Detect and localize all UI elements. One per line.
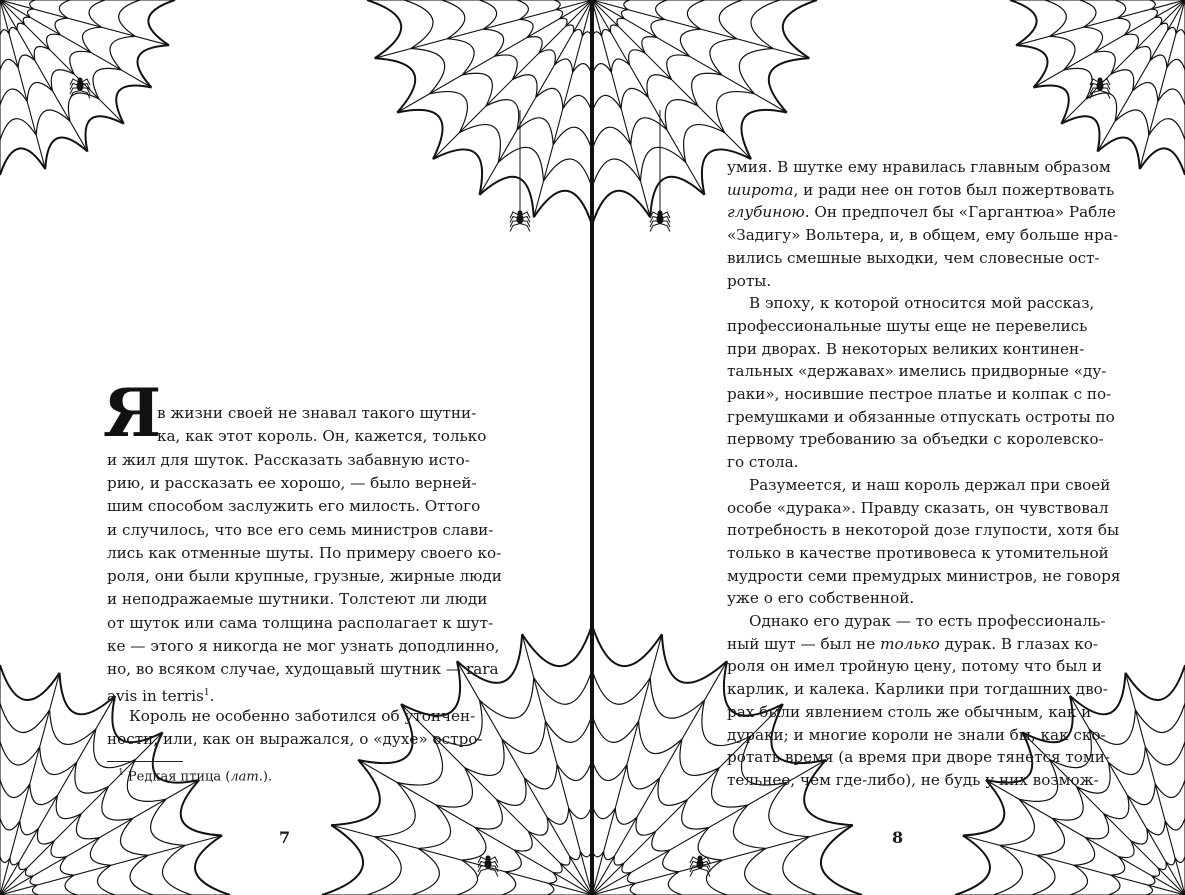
text-line [107, 729, 483, 749]
text-line [727, 202, 1116, 222]
text-line [727, 566, 1121, 586]
text-line [727, 498, 1109, 518]
text-line [107, 589, 488, 609]
text-line [157, 403, 477, 423]
text-line [727, 747, 1110, 767]
text-line [107, 659, 499, 679]
spider-web-icon [592, 825, 853, 895]
footnote-marker: 1 [203, 687, 210, 698]
text-segment: В эпоху, к которой относится мой рассказ, [749, 294, 1095, 313]
text-line [107, 496, 481, 516]
spider-web-icon [0, 0, 152, 88]
text-segment: дурак. В глазах ко- [939, 634, 1098, 653]
italic-text: только [880, 634, 940, 653]
text-segment: гремушками и обязанные отпускать остроты по [727, 407, 1115, 426]
text-line [727, 225, 1119, 245]
text-line [727, 543, 1109, 563]
text-segment: Король не особенно заботился об утончен- [129, 706, 476, 725]
text-segment: Разумеется, и наш король держал при своей [749, 475, 1111, 494]
text-line [749, 293, 1095, 313]
text-segment: лись как отменные шуты. По примеру своего ко- [107, 543, 502, 562]
text-segment: роты. [727, 271, 772, 290]
text-line [107, 543, 502, 563]
text-line [727, 248, 1100, 268]
text-segment: первому требованию за объедки с королевско- [727, 430, 1104, 449]
text-segment: дураки; и многие короли не знали бы, как ско- [727, 725, 1106, 744]
text-segment: профессиональные шуты еще не перевелись [727, 316, 1088, 335]
text-line [727, 656, 1103, 676]
text-line [727, 339, 1085, 359]
text-segment: от шуток или сама толщина располагает к шут- [107, 613, 494, 632]
spider-web-icon [0, 0, 88, 152]
text-segment: ка, как этот король. Он, кажется, только [157, 427, 487, 446]
text-line [727, 588, 1078, 608]
text-segment: потребность в некоторой дозе глупости, хотя бы [727, 521, 1120, 540]
spider-web-icon [1098, 0, 1185, 152]
text-line [157, 426, 487, 446]
spider-web-icon [963, 835, 1185, 895]
footnote: $^1$ Редкая птица (лат.). [118, 768, 273, 785]
text-line [727, 634, 1098, 654]
text-line [727, 316, 1088, 336]
text-segment: рию, и рассказать ее хорошо, — было верней- [107, 473, 477, 492]
book-spine [590, 0, 594, 895]
text-segment: но, во всяком случае, худощавый шутник — rara [107, 660, 499, 679]
spider-web-icon [522, 634, 592, 895]
text-segment: ности, или, как он выражался, о «духе» остро- [107, 730, 483, 749]
text-segment: . [209, 686, 215, 705]
text-segment: , и ради нее он готов был пожертвовать [793, 180, 1115, 199]
text-segment: рах были явлением столь же обычным, как и [727, 702, 1092, 721]
text-line [727, 520, 1120, 540]
text-segment: тальных «державах» имелись придворные «ду- [727, 362, 1107, 381]
text-segment: роля, они были крупные, грузные, жирные люди [107, 567, 502, 586]
text-segment: мудрости семи премудрых министров, не говоря [727, 566, 1121, 585]
italic-text: глубиною [727, 203, 805, 222]
spider-web-icon [0, 0, 169, 45]
text-line [749, 611, 1106, 631]
text-segment: карлик, и калека. Карлики при тогдашних дво- [727, 680, 1108, 699]
text-line [727, 725, 1106, 745]
spider-web-icon [1033, 0, 1185, 88]
text-line [107, 683, 437, 706]
text-line [107, 566, 502, 586]
text-line [727, 271, 1078, 291]
text-segment: ный шут — был не [727, 634, 881, 653]
text-segment: при дворах. В некоторых великих континен- [727, 339, 1085, 358]
page-number-right: 8 [892, 828, 904, 847]
text-segment: го стола. [727, 453, 799, 472]
text-line [727, 770, 1099, 790]
text-segment: . Он предпочел бы «Гаргантюа» Рабле [804, 203, 1116, 222]
italic-text: широта [727, 180, 794, 199]
text-line [107, 636, 500, 656]
spider-web-icon [1140, 0, 1185, 169]
spider-web-icon [1016, 0, 1185, 45]
text-segment: и жил для шуток. Рассказать забавную исто- [107, 450, 470, 469]
page-number-left: 7 [279, 828, 291, 847]
drop-cap: Я [103, 374, 162, 452]
text-segment: роля он имел тройную цену, потому что был и [727, 657, 1103, 676]
text-segment: ротать время (а время при дворе тянется томи- [727, 748, 1110, 767]
text-segment: раки», носившие пестрое платье и колпак с по- [727, 385, 1112, 403]
text-line [107, 473, 477, 493]
text-segment: Однако его дурак — то есть профессиональ- [749, 612, 1106, 630]
text-segment: только в качестве противовеса к утомительной [727, 543, 1109, 562]
footnote-rule [107, 761, 183, 762]
text-line [107, 520, 494, 540]
text-line [727, 384, 1112, 404]
text-segment: и случилось, что все его семь министров слави- [107, 520, 494, 539]
text-line [727, 429, 1104, 449]
text-line [727, 180, 1115, 200]
text-line [129, 706, 476, 726]
text-segment: умия. В шутке ему нравилась главным образом [727, 158, 1111, 176]
text-segment: шим способом заслужить его милость. Оттого [107, 497, 481, 516]
text-segment: тельнее, чем где-либо), не будь у них возмож- [727, 770, 1099, 789]
text-segment: уже о его собственной. [727, 589, 915, 608]
text-line [727, 679, 1108, 699]
text-line [107, 450, 470, 470]
text-segment: ке — этого я никогда не мог узнать доподлинно, [107, 637, 500, 655]
text-line [749, 475, 1111, 495]
text-segment: вились смешные выходки, чем словесные ост- [727, 248, 1100, 267]
text-line [107, 613, 494, 633]
text-segment: в жизни своей не знавал такого шутни- [157, 404, 477, 422]
text-segment: «Задигу» Вольтера, и, в общем, ему больше нра- [727, 226, 1119, 245]
spider-web-icon [0, 0, 45, 169]
text-line [727, 361, 1107, 381]
text-segment: и неподражаемые шутники. Толстеют ли люди [107, 590, 488, 609]
text-line [727, 407, 1115, 427]
text-segment: avis in terris [107, 686, 204, 705]
text-line [727, 702, 1092, 722]
text-line [727, 452, 1078, 472]
spider-web-icon [592, 634, 662, 895]
text-segment: особе «дурака». Правду сказать, он чувствовал [727, 498, 1109, 517]
text-line [727, 157, 1111, 177]
